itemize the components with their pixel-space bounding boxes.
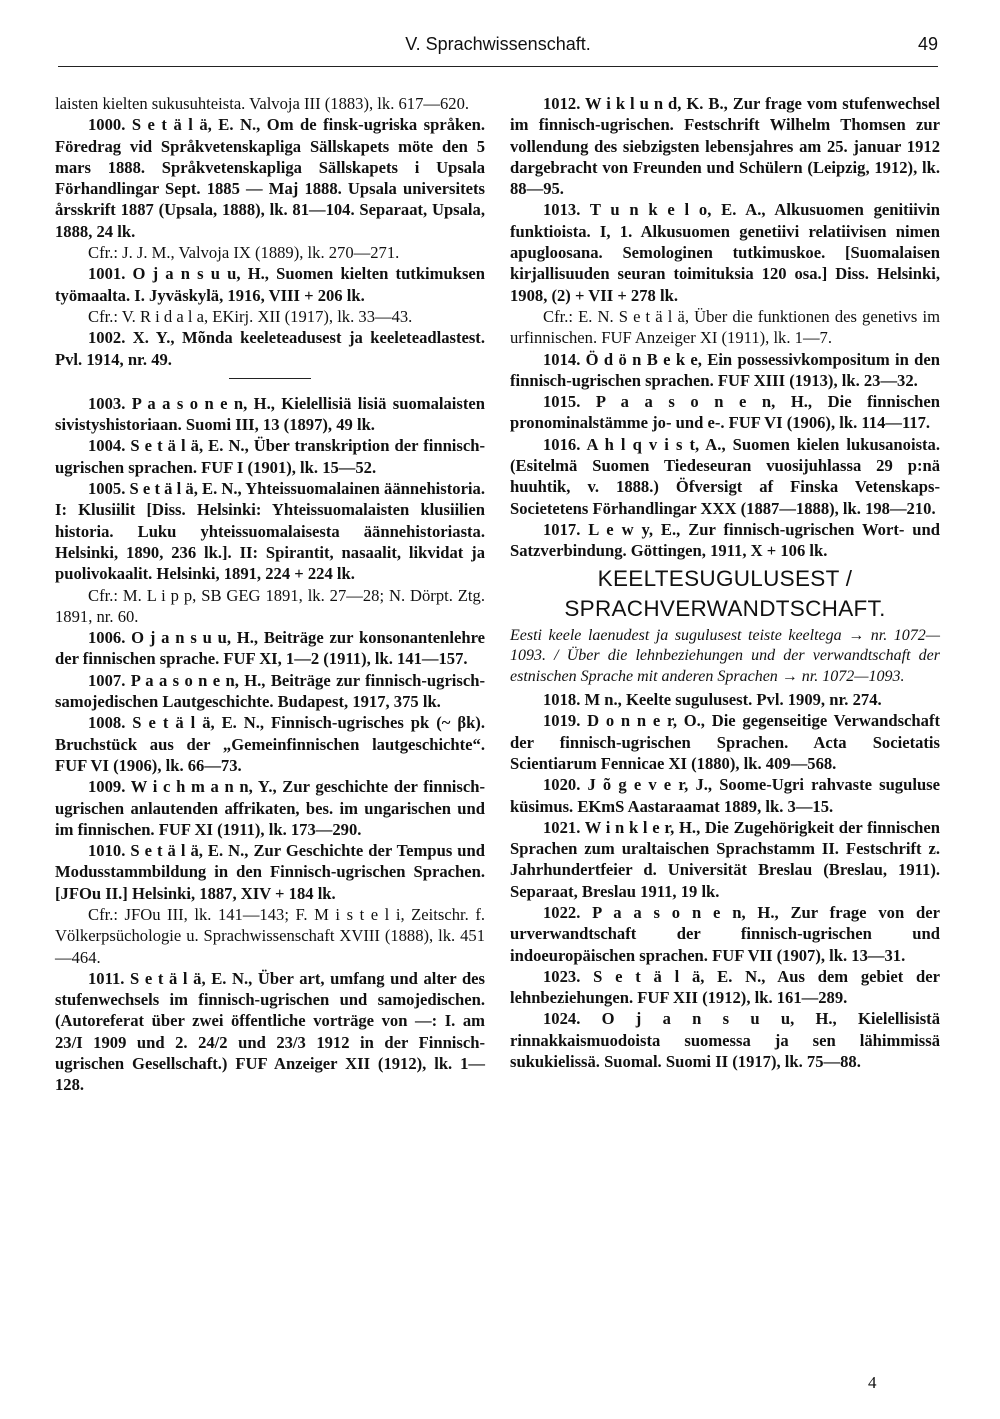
right-column-entries-top [510,93,940,562]
bibliography-entry: 1001. O j a n s u u, H., Suomen kielten tutkimuksen työmaalta. I. Jyväskylä, 1916, VIII + 206 lk. [55,264,485,305]
bibliography-entry: 1014. Ö d ö n B e k e, Ein possessivkompositum in den finnisch-ugrischen sprachen. FUF XIII (1913), lk. 23—32. [510,349,940,390]
bibliography-crossref: Cfr.: JFOu III, lk. 141—143; F. M i s t e l i, Zeitschr. f. Völkerpsüchologie u. Sprachwissenschaft XVIII (1888), lk. 451—464. [55,904,485,967]
page-number: 49 [917,34,938,54]
bibliography-crossref: Cfr.: E. N. S e t ä l ä, Über die funktionen des genetivs im urfinnischen. FUF Anzeiger XI (1911), lk. 1—7. [510,306,940,348]
bibliography-entry: 1016. A h l q v i s t, A., Suomen kielen lukusanoista. (Esitelmä Suomen Tiedeseuran vuosijuhlassa 29 p:nä huuhtik, v. 1888.) Öfversigt af Finska Vetenskaps-Societetens Förhandlingar XXX (1887—1888), lk. 198—210. [510,434,940,518]
bibliography-entry: 1006. O j a n s u u, H., Beiträge zur konsonantenlehre der finnischen sprache. FUF XI, 1—2 (1911), lk. 141—157. [55,628,485,669]
section-title-line1: KEELTESUGULUSEST / [597,565,853,591]
bibliography-entry: 1020. J õ g e v e r, J., Soome-Ugri rahvaste suguluse küsimus. EKmS Aastaraamat 1889, lk. 3—15. [510,775,940,816]
bibliography-entry: 1013. T u n k e l o, E. A., Alkusuomen genitiivin funktioista. I, 1. Alkusuomen genetiivi relatiivisen nimen apugloosana. Semologinen tutkimuskoe. [Suomalaisen kirjallisuuden seuran toimituksia 120 osa.] Diss. Helsinki, 1908, (2) + VII + 278 lk. [510,200,940,305]
right-column-entries-bottom [510,689,940,1072]
page-header [58,34,938,64]
bibliography-entry: 1022. P a a s o n e n, H., Zur frage von der urverwandtschaft der finnisch-ugrischen und indoeuropäischen sprachen. FUF VII (1907), lk. 13—31. [510,903,940,965]
section-note: Eesti keele laenudest ja sugulusest teiste keeltega → nr. 1072—1093. / Über die lehnbeziehungen und der verwandtschaft der estnischen Sprache mit anderen Sprachen → nr. 1072—1093. [510,626,940,685]
short-divider [229,378,311,379]
bibliography-entry: 1009. W i c h m a n n, Y., Zur geschichte der finnisch-ugrischen anlautenden affrikaten, bes. im ungarischen und im finnischen. FUF XI (1911), lk. 173—290. [55,777,485,839]
bibliography-entry: 1012. W i k l u n d, K. B., Zur frage vom stufenwechsel im finnisch-ugrischen. Festschrift Wilhelm Thomsen zur vollendung des siebzigsten lebensjahres am 25. januar 1912 dargebracht von Freunden und Schülern (Leipzig, 1912), lk. 88—95. [510,94,940,199]
bibliography-entry: 1010. S e t ä l ä, E. N., Zur Geschichte der Tempus und Modusstammbildung in den Finnisch-ugrischen Sprachen. [JFOu II.] Helsinki, 1887, XIV + 184 lk. [55,841,485,903]
bibliography-entry: 1004. S e t ä l ä, E. N., Über transkription der finnisch-ugrischen sprachen. FUF I (1901), lk. 15—52. [55,436,485,477]
bibliography-entry: 1019. D o n n e r, O., Die gegenseitige Verwandschaft der finnisch-ugrischen Sprachen. Acta Societatis Scientiarum Fennicae XI (1880), lk. 409—568. [510,711,940,773]
bibliography-entry: 1015. P a a s o n e n, H., Die finnischen pronominalstämme jo- und e-. FUF VI (1906), lk. 114—117. [510,392,940,433]
bibliography-entry: 1018. M n., Keelte sugulusest. Pvl. 1909, nr. 274. [543,690,882,710]
header-rule [58,66,938,67]
bibliography-crossref: Cfr.: M. L i p p, SB GEG 1891, lk. 27—28; N. Dörpt. Ztg. 1891, nr. 60. [55,585,485,626]
bibliography-entry: 1003. P a a s o n e n, H., Kielellisiä lisiä suomalaisten sivistyshistoriaan. Suomi III, 13 (1897), 49 lk. [55,393,485,435]
bibliography-entry: laisten kielten sukusuhteista. Valvoja III (1883), lk. 617—620. [55,94,470,113]
bibliography-entry: 1007. P a a s o n e n, H., Beiträge zur finnisch-ugrisch-samojedischen Lautgeschichte. Budapest, 1917, 375 lk. [55,670,485,712]
left-column [55,93,485,1096]
bibliography-entry: 1021. W i n k l e r, H., Die Zugehörigkeit der finnischen Sprachen zum uraltaischen Sprachstamm II. Festschrift z. Jahrhundertfeier d. Universität Breslau (Breslau, 1911). Separaat, Breslau 1911, 19 lk. [510,817,940,901]
bibliography-entry: 1017. L e w y, E., Zur finnisch-ugrischen Wort- und Satzverbindung. Göttingen, 1911, X + 106 lk. [510,519,940,561]
bibliography-entry: 1024. O j a n s u u, H., Kielellisistä rinnakkaismuodoista suomessa ja sen lähimmissä sukukielissä. Suomal. Suomi II (1917), lk. 75—88. [510,1009,940,1072]
bibliography-entry: 1011. S e t ä l ä, E. N., Über art, umfang und alter des stufenwechsels im finnisch-ugrischen und samojedischen. (Autoreferat über zwei öffentliche vorträge von —: I. am 23/I 1909 und 2. 24/2 und 23/3 1912 in der Finnisch-ugrischen Gesellschaft.) FUF Anzeiger XII (1912), lk. 1—128. [55,968,485,1095]
running-title: V. Sprachwissenschaft. [405,34,591,54]
right-column [510,93,940,1072]
bibliography-crossref: Cfr.: J. J. M., Valvoja IX (1889), lk. 270—271. [88,243,400,263]
bibliography-entry: 1002. X. Y., Mõnda keeleteadusest ja keeleteadlastest. Pvl. 1914, nr. 49. [55,328,485,369]
bibliography-entry: 1008. S e t ä l ä, E. N., Finnisch-ugrisches pk (~ βk). Bruchstück aus der „Gemeinfinnischen lautgeschichte“. FUF VI (1906), lk. 66—73. [55,713,485,775]
signature-mark: 4 [868,1373,877,1392]
bibliography-entry: 1005. S e t ä l ä, E. N., Yhteissuomalainen äännehistoria. I: Klusiilit [Diss. Helsinki: Yhteissuomalaisten klusiilien historia. Luku yhteissuomalaisesta äännehistoriasta. Helsinki, 1890, 236 lk.]. II: Spirantit, nasaalit, likvidat ja puolivokaalit. Helsinki, 1891, 224 + 224 lk. [55,479,485,584]
section-title-line2: SPRACHVERWANDTSCHAFT. [564,595,886,621]
bibliography-entry: 1000. S e t ä l ä, E. N., Om de finsk-ugriska språken. Föredrag vid Språkvetenskapliga Sällskapets möte den 5 mars 1888. Språkvetenskapliga Sällskapets i Upsala Förhandlingar Sept. 1885 — Maj 1888. Upsala universitets årsskrift 1887 (Upsala, 1888), lk. 81—104. Separaat, Upsala, 1888, 24 lk. [55,115,485,241]
bibliography-entry: 1023. S e t ä l ä, E. N., Aus dem gebiet der lehnbeziehungen. FUF XII (1912), lk. 161—289. [510,966,940,1008]
bibliography-crossref: Cfr.: V. R i d a l a, EKirj. XII (1917), lk. 33—43. [88,306,413,326]
